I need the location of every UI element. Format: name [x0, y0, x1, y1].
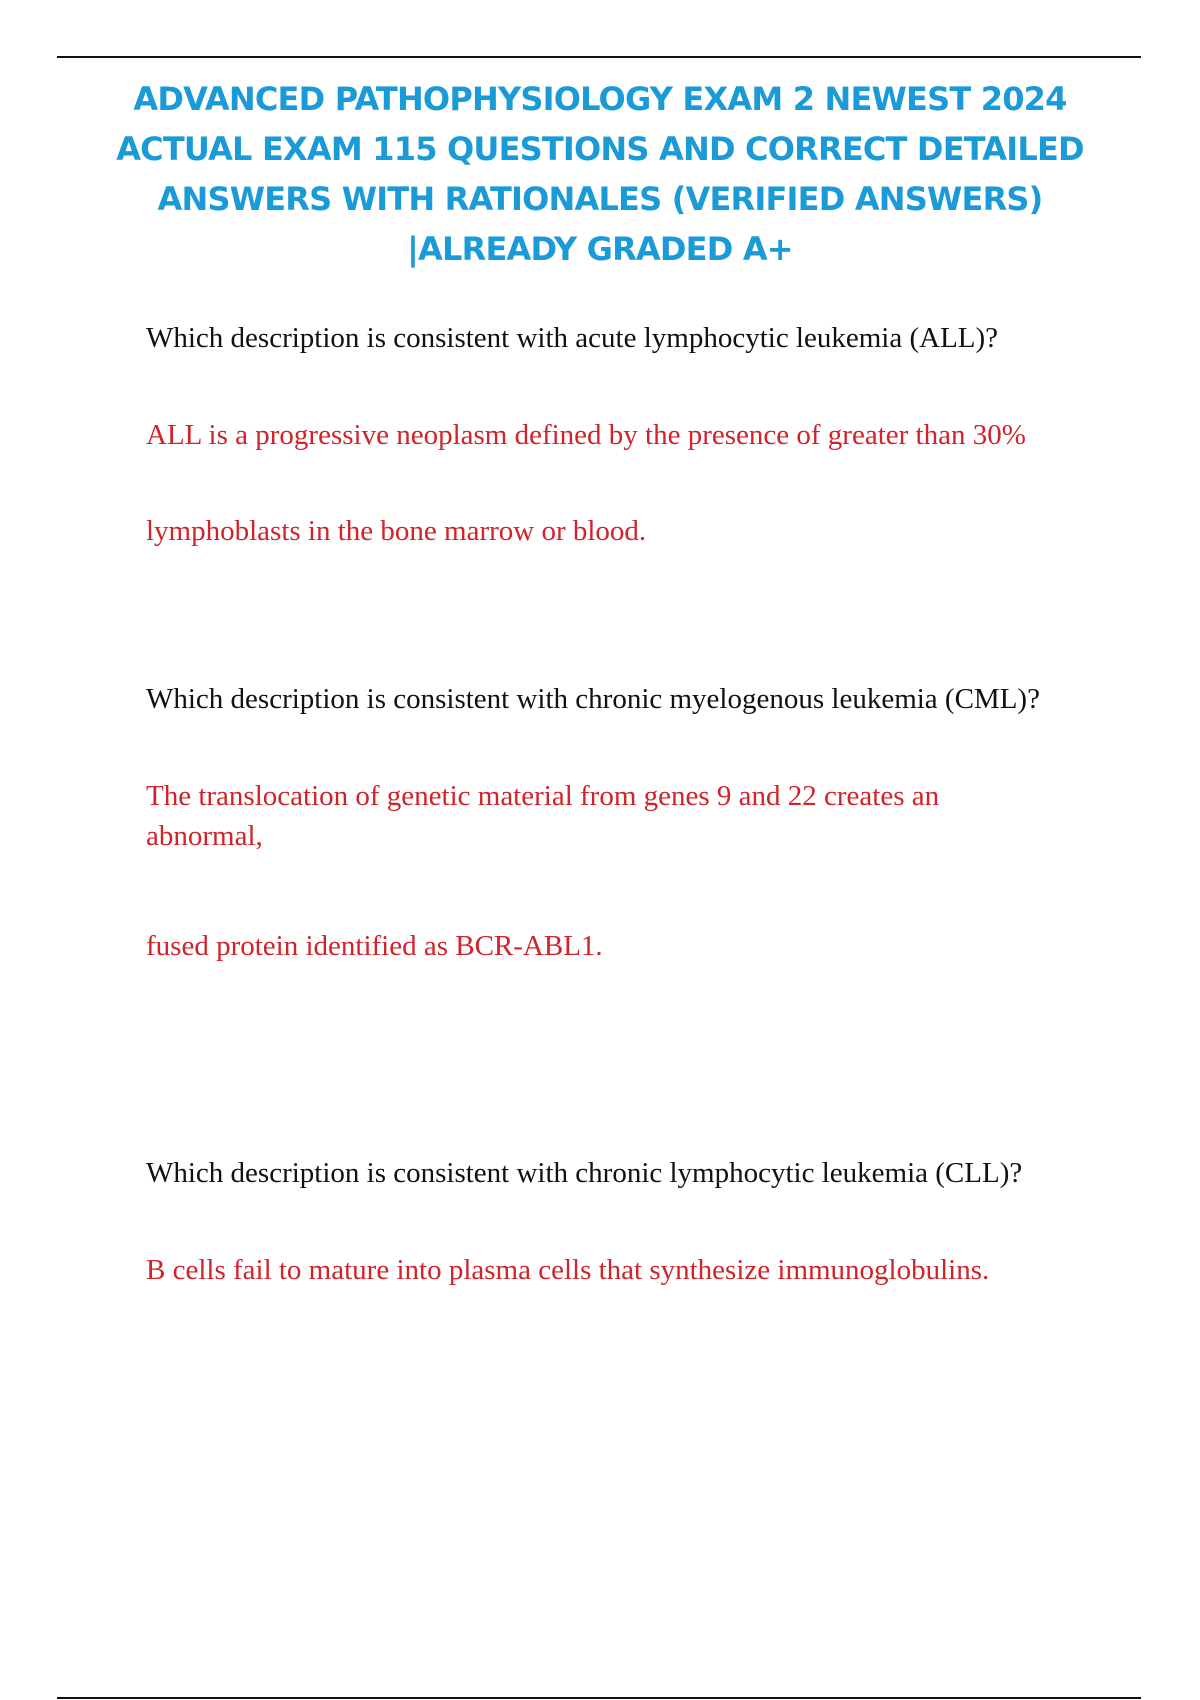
answer-1-part-2: lymphoblasts in the bone marrow or blood. [146, 515, 647, 547]
title-line-1: ADVANCED PATHOPHYSIOLOGY EXAM 2 NEWEST 2024 [133, 80, 1067, 118]
answer-2-part-1: The translocation of genetic material from genes 9 and 22 creates an abnormal, [146, 780, 940, 852]
title-line-4: |ALREADY GRADED A+ [407, 230, 793, 268]
answer-3-part-1: B cells fail to mature into plasma cells that synthesize immunoglobulins. [146, 1254, 990, 1286]
bottom-divider [57, 1697, 1141, 1699]
title-line-3: ANSWERS WITH RATIONALES (VERIFIED ANSWERS) [157, 180, 1043, 218]
top-divider [57, 56, 1141, 58]
answer-2-part-2: fused protein identified as BCR-ABL1. [146, 930, 603, 962]
answer-1-part-1: ALL is a progressive neoplasm defined by the presence of greater than 30% [146, 419, 1026, 451]
title-line-2: ACTUAL EXAM 115 QUESTIONS AND CORRECT DETAILED [116, 130, 1084, 168]
question-2: Which description is consistent with chronic myelogenous leukemia (CML)? [146, 683, 1040, 715]
question-1: Which description is consistent with acute lymphocytic leukemia (ALL)? [146, 322, 999, 354]
document-title [100, 74, 1100, 274]
question-3: Which description is consistent with chronic lymphocytic leukemia (CLL)? [146, 1157, 1023, 1189]
